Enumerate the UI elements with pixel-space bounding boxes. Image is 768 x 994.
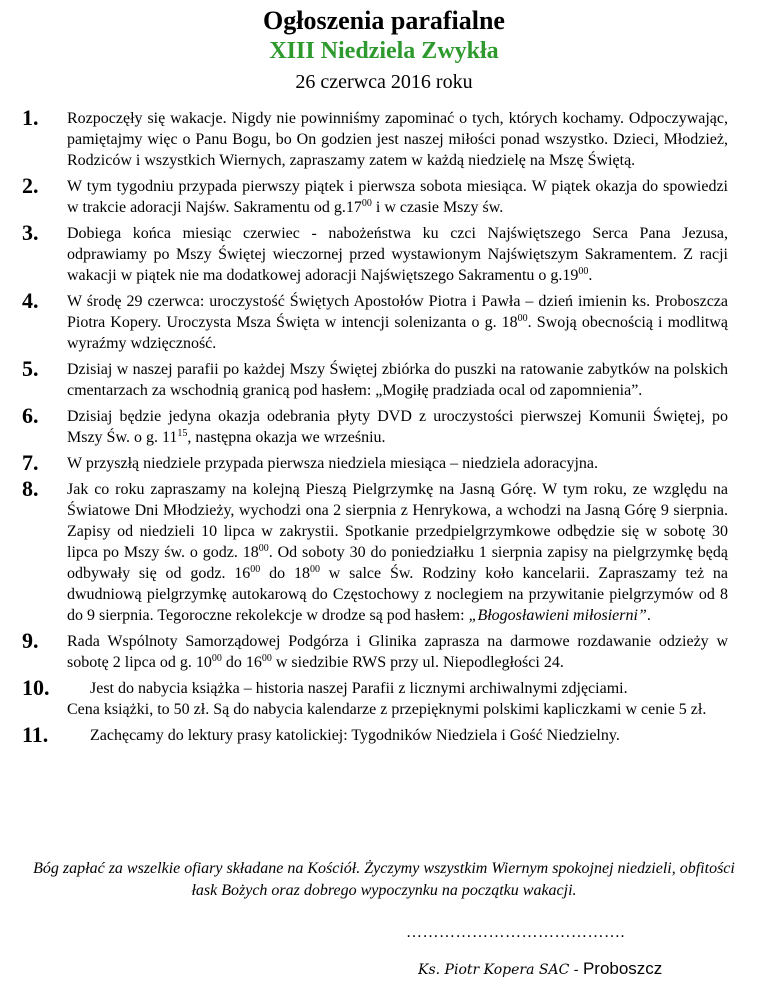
item-number: 7.: [22, 450, 39, 475]
closing-blessing: Bóg zapłać za wszelkie ofiary składane na Kościół. Życzymy wszystkim Wiernym spokojnej niedzieli, obfitości łask Bożych oraz dobrego wypoczynku na początku wakacji.: [33, 860, 735, 899]
item-number: 8.: [22, 476, 39, 501]
announcement-item: [22, 220, 728, 286]
item-text: W przyszłą niedziele przypada pierwsza niedziela miesiąca – niedziela adoracyjna.: [67, 455, 598, 472]
sunday-name: XIII Niedziela Zwykła: [269, 38, 499, 64]
signature-name: Ks. Piotr Kopera SAC -: [418, 962, 583, 978]
item-number: 6.: [22, 403, 39, 428]
item-number: 4.: [22, 288, 39, 313]
signature-line: ………………………………….: [406, 924, 625, 941]
announcement-item: [22, 105, 728, 171]
signature-role: Proboszcz: [582, 959, 663, 978]
item-text: Dzisiaj będzie jedyna okazja odebrania płyty DVD z uroczystości pierwszej Komunii Świętej, po Mszy Św. o g. $11^{15}$, następna okazja we wrześniu.: [67, 408, 728, 446]
item-text: W środę 29 czerwca: uroczystość Świętych Apostołów Piotra i Pawła – dzień imienin ks. Proboszcza Piotra Kopery. Uroczysta Msza Święta w intencji solenizanta o g. $18^{00}$. Swoją obecnością i modlitwą wyraźmy wdzięczność.: [67, 293, 729, 352]
signature: [418, 958, 662, 981]
item-number: 3.: [22, 220, 39, 245]
item-number: 10.: [22, 675, 50, 700]
item-text: Rozpoczęły się wakacje. Nigdy nie powinniśmy zapominać o tych, których kochamy. Odpoczywając, pamiętajmy więc o Panu Bogu, bo On godzien jest naszej miłości ponad wszystko. Dzieci, Młodzież, Rodziców i wszystkich Wiernych, zapraszamy zatem w każdą niedzielę na Mszę Świętą.: [67, 110, 728, 169]
announcement-item: [22, 628, 728, 673]
item-number: 2.: [22, 173, 39, 198]
announcement-item: [22, 476, 729, 626]
item-text: Jak co roku zapraszamy na kolejną Pieszą Pielgrzymkę na Jasną Górę. W tym roku, ze względu na Światowe Dni Młodzieży, wychodzi ona 2 sierpnia z Henrykowa, a wchodzi na Jasną Górę 9 sierpnia. Zapisy od niedzieli 10 lipca w zakrystii. Spotkanie przedpielgrzymkowe odbędzie się w sobotę 30 lipca po Mszy św. o godz. $18^{00}$. Od soboty 30 do poniedziałku 1 sierpnia zapisy na pielgrzymkę będą odbywały się od godz. $16^{00}$ do $18^{00}$ w salce Św. Rodziny koło kancelarii. Zapraszamy też na dwudniową pielgrzymkę autokarową do Częstochowy z noclegiem na przywitanie pielgrzymów od 8 do 9 sierpnia. Tegoroczne rekolekcje w drodze są pod hasłem: „Błogosławieni miłosierni”.: [67, 481, 729, 624]
item-text: Zachęcamy do lektury prasy katolickiej: Tygodników Niedziela i Gość Niedzielny.: [90, 727, 620, 744]
item-text: Rada Wspólnoty Samorządowej Podgórza i Glinika zaprasza na darmowe rozdawanie odzieży w sobotę 2 lipca od g. $10^{00}$ do $16^{00}$ w siedzibie RWS przy ul. Niepodległości 24.: [67, 633, 728, 671]
item-text: W tym tygodniu przypada pierwszy piątek i pierwsza sobota miesiąca. W piątek okazja do spowiedzi w trakcie adoracji Najśw. Sakramentu od $g.17^{00}$ i w czasie Mszy św.: [67, 178, 728, 216]
announcement-item: [22, 173, 728, 218]
item-number: 1.: [22, 105, 39, 130]
announcement-date: 26 czerwca 2016 roku: [295, 71, 473, 93]
item-text: Dobiega końca miesiąc czerwiec - nabożeństwa ku czci Najświętszego Serca Pana Jezusa, odprawiamy po Mszy Świętej wieczornej przed wystawionym Najświętszym Sakramentem. Z racji wakacji w piątek nie ma dodatkowej adoracji Najświętszego Sakramentu o $g.19^{00}$.: [67, 225, 728, 284]
announcement-item: [22, 450, 728, 475]
item-text: Jest do nabycia książka – historia naszej Parafii z licznymi archiwalnymi zdjęciami. Cena książki, to 50 zł. Są do nabycia kalendarze z przepięknymi polskimi kapliczkami w cenie 5 zł.: [67, 680, 707, 718]
item-number: 5.: [22, 356, 39, 381]
item-text: Dzisiaj w naszej parafii po każdej Mszy Świętej zbiórka do puszki na ratowanie zabytków na polskich cmentarzach za wschodnią granicą pod hasłem: „Mogiłę pradziada ocal od zapomnienia”.: [67, 361, 728, 399]
retreat-motto: „Błogosławieni miłosierni”: [468, 607, 647, 624]
announcement-item: [22, 403, 728, 448]
announcement-item: [22, 356, 728, 401]
item-number: 11.: [22, 722, 49, 747]
item-number: 9.: [22, 628, 39, 653]
announcement-item: [22, 288, 729, 354]
announcement-item: [22, 722, 728, 747]
announcements-list: [22, 105, 729, 751]
announcement-item: [22, 675, 728, 720]
page-title: Ogłoszenia parafialne: [263, 6, 505, 35]
